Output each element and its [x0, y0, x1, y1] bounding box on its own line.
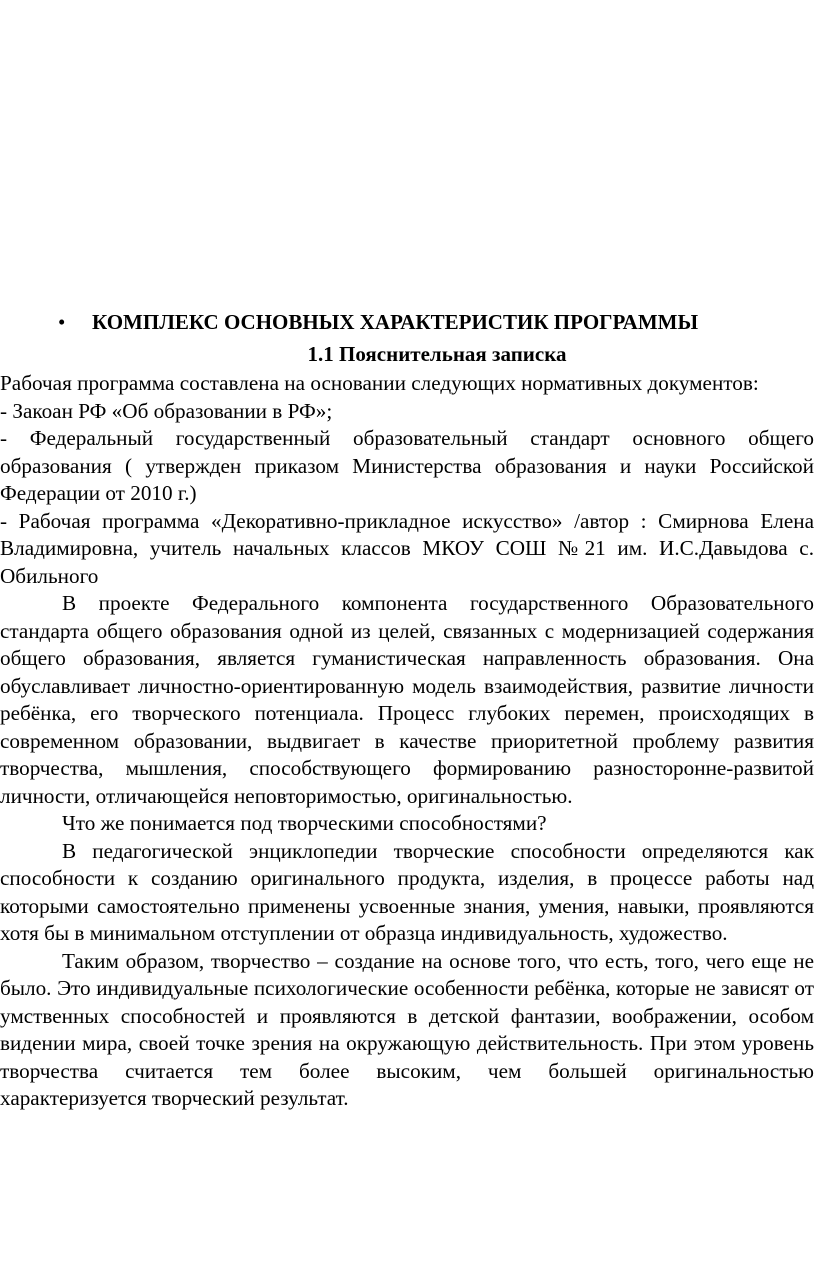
body-paragraph: Что же понимается под творческими способностями?: [62, 811, 547, 835]
list-item-standard: - Федеральный государственный образовательный стандарт основного общего образования ( утвержден приказом Министерства образования и науки Российской Федерации от 2010 г.): [0, 426, 814, 505]
bullet-marker: •: [58, 310, 66, 334]
intro-paragraph: Рабочая программа составлена на основании следующих нормативных документов:: [0, 371, 759, 395]
section-subtitle: 1.1 Пояснительная записка: [307, 342, 567, 366]
section-heading: [0, 306, 814, 338]
list-item-law: - Закоан РФ «Об образовании в РФ»;: [0, 398, 333, 423]
body-paragraph: Таким образом, творчество – создание на основе того, что есть, того, чего еще не было. Это индивидуальные психологические особенности ребёнка, которые не зависят от умственных способностей и проявляются в детской фантазии, воображении, особом видении мира, своей точке зрения на окружающую действительность. При этом уровень творчества считается тем более высоким, чем большей оригинальностью характеризуется творческий результат.: [0, 948, 814, 1110]
list-item-program: - Рабочая программа «Декоративно-прикладное искусство» /автор : Смирнова Елена Владимировна, учитель начальных классов МКОУ СОШ №21 им. И.С.Давыдова с. Обильного: [0, 508, 814, 588]
body-paragraph: В проекте Федерального компонента государственного Образовательного стандарта общего образования одной из целей, связанных с модернизацией содержания общего образования, является гуманистическая направленность образования. Она обуславливает личностно-ориентированную модель взаимодействия, развитие личности ребёнка, его творческого потенциала. Процесс глубоких перемен, происходящих в современном образовании, выдвигает в качестве приоритетной проблему развития творчества, мышления, способствующего формированию разносторонне-развитой личности, отличающейся неповторимостью, оригинальностью.: [0, 591, 814, 808]
body-paragraph: В педагогической энциклопедии творческие способности определяются как способности к созданию оригинального продукта, изделия, в процессе работы над которыми самостоятельно применены усвоенные знания, умения, навыки, проявляются хотя бы в минимальном отступлении от образца индивидуальность, художество.: [0, 838, 814, 945]
document-page: [0, 306, 814, 1113]
section-title: КОМПЛЕКС ОСНОВНЫХ ХАРАКТЕРИСТИК ПРОГРАММЫ: [92, 310, 699, 334]
